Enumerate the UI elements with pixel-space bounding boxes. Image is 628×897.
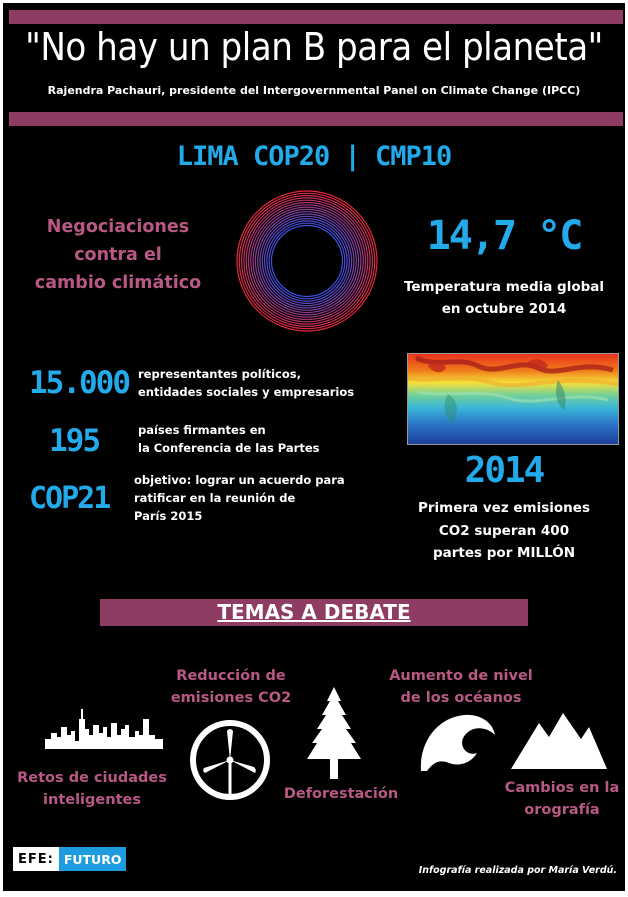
co2-world-map-image [407,353,619,445]
ring-line [272,226,343,297]
ring-line [262,216,351,305]
stat-cop21-label: objetivo: lograr un acuerdo para ratificar en la reunión de París 2015 [134,473,345,523]
temperature-value: 14,7 °C [426,213,582,259]
credit-text: Infografía realizada por María Verdú. [418,865,617,876]
stat-countries-value: 195 [49,423,99,459]
topic-oceans-label: Aumento de nivel de los océanos [389,668,533,706]
efe-futuro-logo: EFE: FUTURO [13,847,126,871]
ring-line [260,214,354,308]
wave-icon [419,713,495,771]
topic-cities-label: Retos de ciudades inteligentes [17,770,167,808]
stat-representatives-value: 15.000 [29,365,129,401]
ring-line [265,219,350,304]
temperature-label: Temperatura media global en octubre 2014 [403,279,605,317]
negotiations-heading: Negociaciones contra el cambio climático [34,217,202,293]
stat-cop21-value: COP21 [29,481,110,516]
mountains-icon [511,713,607,769]
event-title: LIMA COP20 | CMP10 [176,141,452,172]
quote-attribution: Rajendra Pachauri, presidente del Intergovernmental Panel on Climate Change (IPCC) [47,84,581,97]
ring-line [249,203,366,320]
ring-line [258,212,357,311]
city-skyline-icon [45,705,163,749]
emissions-label: Primera vez emisiones CO2 superan 400 partes por MILLÓN [418,500,590,561]
debate-title: TEMAS A DEBATE [217,600,411,624]
stat-representatives-label: representantes políticos, entidades sociales y empresarios [138,367,355,399]
infographic [3,3,625,891]
ring-line [267,221,347,301]
topic-deforestation-label: Deforestación [283,786,399,802]
ring-line [251,205,363,317]
top-bar [9,10,623,24]
pine-tree-icon [305,687,363,779]
divider-bar [9,112,623,126]
topic-orography-label: Cambios en la orografía [504,780,620,818]
topic-emissions-label: Reducción de emisiones CO2 [170,668,292,706]
ring-line [255,209,358,312]
wind-turbine-icon [187,717,273,803]
concentric-rings-icon [235,189,379,333]
emissions-year: 2014 [464,450,544,491]
ring-line [242,196,373,327]
stat-countries-label: países firmantes en la Conferencia de las Partes [138,423,320,455]
headline-quote: "No hay un plan B para el planeta" [25,25,603,69]
ring-line [269,223,345,299]
